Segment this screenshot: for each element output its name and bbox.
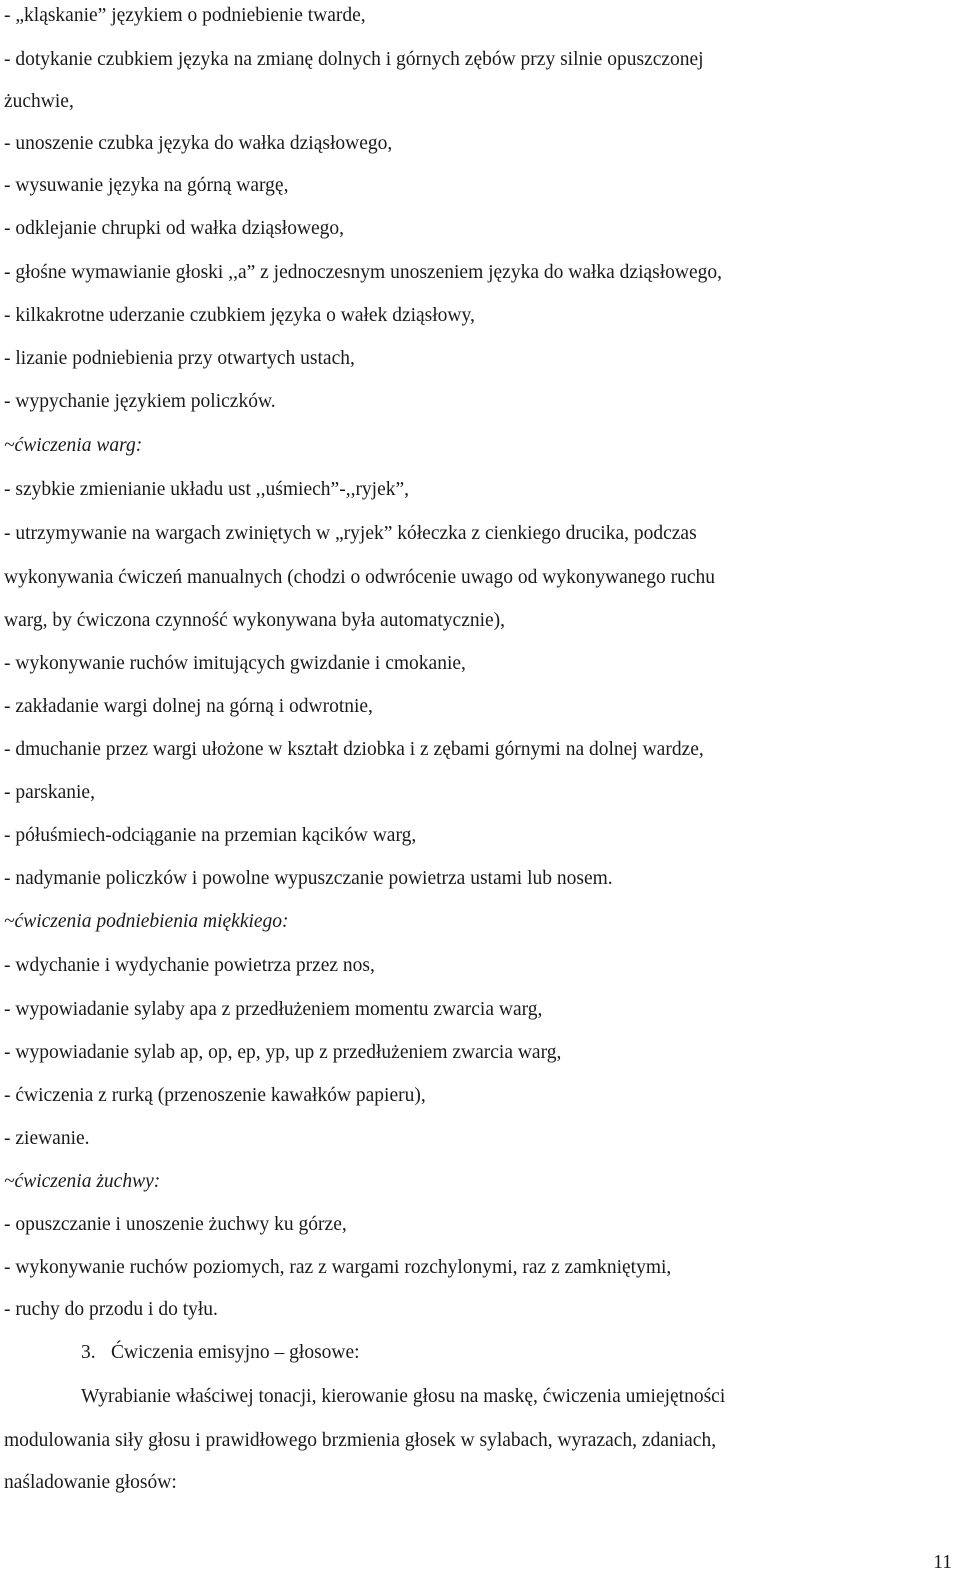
list-item: - ziewanie. xyxy=(4,1128,90,1149)
page-number: 11 xyxy=(933,1552,952,1573)
list-item: - szybkie zmienianie układu ust ,,uśmiech”-,,ryjek”, xyxy=(4,479,410,500)
list-item-continuation: wykonywania ćwiczeń manualnych (chodzi o odwrócenie uwago od wykonywanego ruchu xyxy=(4,567,715,588)
list-item: - wypowiadanie sylab ap, op, ep, yp, up z przedłużeniem zwarcia warg, xyxy=(4,1042,562,1063)
list-item: - opuszczanie i unoszenie żuchwy ku górze, xyxy=(4,1214,347,1235)
list-item: - głośne wymawianie głoski ,,a” z jednoczesnym unoszeniem języka do wałka dziąsłowego, xyxy=(4,262,723,283)
list-item: - wdychanie i wydychanie powietrza przez nos, xyxy=(4,955,375,976)
list-item: - unoszenie czubka języka do wałka dziąsłowego, xyxy=(4,133,393,154)
list-item: - utrzymywanie na wargach zwiniętych w „ryjek” kółeczka z cienkiego drucika, podczas xyxy=(4,523,697,544)
list-item: - ćwiczenia z rurką (przenoszenie kawałków papieru), xyxy=(4,1085,426,1106)
list-item: - ruchy do przodu i do tyłu. xyxy=(4,1299,218,1320)
list-item: - dotykanie czubkiem języka na zmianę dolnych i górnych zębów przy silnie opuszczonej xyxy=(4,49,704,70)
list-item: - wykonywanie ruchów imitujących gwizdanie i cmokanie, xyxy=(4,653,466,674)
list-item: - wypowiadanie sylaby apa z przedłużeniem momentu zwarcia warg, xyxy=(4,999,543,1020)
list-item: - lizanie podniebienia przy otwartych ustach, xyxy=(4,348,355,369)
list-item: - nadymanie policzków i powolne wypuszczanie powietrza ustami lub nosem. xyxy=(4,868,613,889)
paragraph-line: modulowania siły głosu i prawidłowego brzmienia głosek w sylabach, wyrazach, zdaniach, xyxy=(4,1430,717,1451)
list-item-continuation: warg, by ćwiczona czynność wykonywana była automatycznie), xyxy=(4,610,506,631)
list-item: - dmuchanie przez wargi ułożone w kształt dziobka i z zębami górnymi na dolnej wardze, xyxy=(4,739,704,760)
list-item: - zakładanie wargi dolnej na górną i odwrotnie, xyxy=(4,696,373,717)
heading-title: Ćwiczenia emisyjno – głosowe: xyxy=(111,1342,360,1363)
list-item: - wysuwanie języka na górną wargę, xyxy=(4,175,289,196)
heading-number: 3. xyxy=(81,1342,96,1363)
section-heading-podniebienie: ~ćwiczenia podniebienia miękkiego: xyxy=(4,911,289,932)
numbered-heading xyxy=(0,1341,960,1365)
section-heading-zuchwa: ~ćwiczenia żuchwy: xyxy=(4,1171,161,1192)
list-item: - odklejanie chrupki od wałka dziąsłowego, xyxy=(4,218,345,239)
list-item-continuation: żuchwie, xyxy=(4,91,74,112)
list-item: - parskanie, xyxy=(4,782,95,803)
section-heading-warg: ~ćwiczenia warg: xyxy=(4,435,143,456)
list-item: - wypychanie językiem policzków. xyxy=(4,391,276,412)
paragraph-line: Wyrabianie właściwej tonacji, kierowanie głosu na maskę, ćwiczenia umiejętności xyxy=(81,1386,726,1407)
list-item: - kilkakrotne uderzanie czubkiem języka o wałek dziąsłowy, xyxy=(4,305,475,326)
list-item: - półuśmiech-odciąganie na przemian kącików warg, xyxy=(4,825,417,846)
paragraph-line: naśladowanie głosów: xyxy=(4,1472,177,1493)
list-item: - wykonywanie ruchów poziomych, raz z wargami rozchylonymi, raz z zamkniętymi, xyxy=(4,1257,672,1278)
list-item: - „kląskanie” językiem o podniebienie twarde, xyxy=(4,5,366,26)
